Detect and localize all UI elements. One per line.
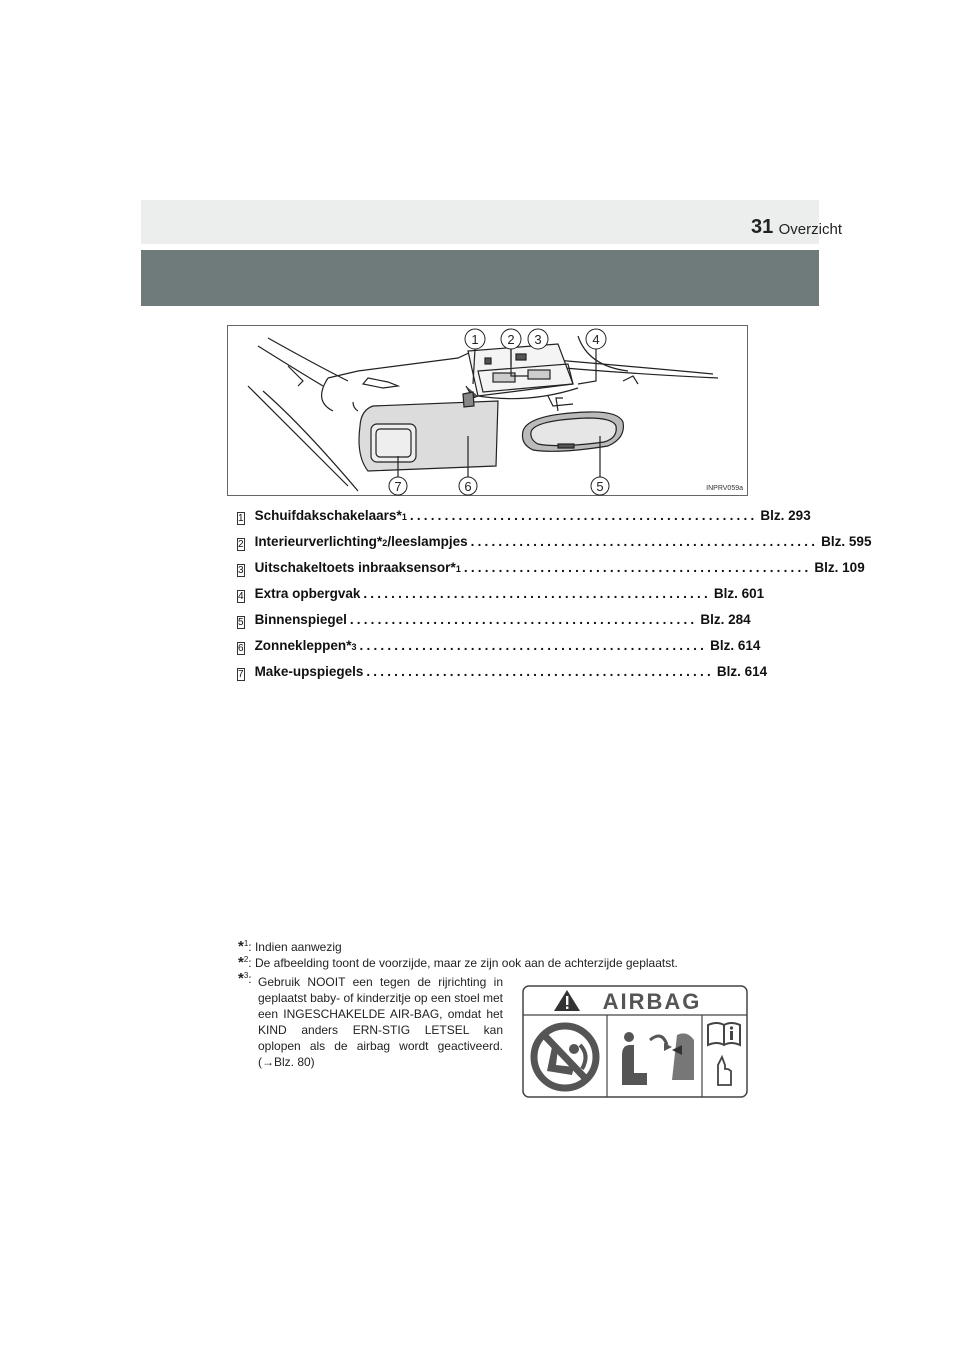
- list-item: [237, 664, 768, 684]
- footnote-2: *$^2$: De afbeelding toont de voorzijde, maar ze zijn ook aan de achterzijde geplaatst.: [238, 954, 678, 971]
- item-number: 4: [238, 591, 244, 602]
- airbag-label-graphic: [522, 985, 748, 1098]
- no-child-seat-icon: [534, 1026, 596, 1088]
- interior-drawing: [228, 326, 747, 495]
- list-item: [237, 533, 872, 554]
- callout-1-label: 1: [471, 332, 479, 347]
- callout-7-label: 7: [394, 479, 402, 494]
- leader-dots: ..................................................: [463, 560, 812, 575]
- item-number: 7: [238, 669, 244, 680]
- airbag-title: AIRBAG: [602, 989, 702, 1014]
- overhead-console-illustration: [227, 325, 748, 496]
- footnote-3-text: Gebruik NOOIT een tegen de rijrichting in geplaatst baby- of kinderzitje op een stoel met een INGESCHAKELDE AIR-BAG, omdat het KIND anders ERN-STIG LETSEL kan oplopen als de airbag wordt geactiveerd. (→Blz. 80): [258, 975, 503, 1069]
- leader-dots: ..................................................: [359, 638, 708, 653]
- item-label-suffix: /leeslampjes: [387, 534, 468, 549]
- leader-dots: ..................................................: [363, 586, 711, 601]
- page-ref-link[interactable]: Blz. 614: [710, 638, 761, 653]
- footnote-ref: *3: [346, 637, 357, 653]
- footnote-3-mark: *$^3$:: [238, 970, 252, 987]
- page-ref-link[interactable]: Blz. 109: [814, 560, 865, 575]
- page-ref-link[interactable]: Blz. 595: [821, 534, 872, 549]
- page-ref-link[interactable]: Blz. 601: [713, 586, 765, 601]
- callout-2-label: 2: [507, 332, 515, 347]
- item-label: Make-upspiegels: [254, 664, 364, 679]
- leader-dots: ..................................................: [366, 664, 714, 679]
- airbag-warning-label: [522, 985, 748, 1098]
- list-item: [237, 507, 811, 528]
- list-item: [237, 559, 865, 580]
- item-label: Interieurverlichting: [254, 534, 377, 549]
- footnote-1: *$^1$: Indien aanwezig: [238, 938, 342, 955]
- header-band: [141, 250, 819, 306]
- item-label: Schuifdakschakelaars: [254, 508, 397, 523]
- item-label: Binnenspiegel: [254, 612, 347, 627]
- item-label: Zonnekleppen: [254, 638, 347, 653]
- page-ref-link[interactable]: Blz. 293: [760, 508, 811, 523]
- page-number: 31: [751, 216, 774, 238]
- figure-code: INPRV059a: [706, 485, 743, 492]
- callout-4-label: 4: [592, 332, 600, 347]
- item-number: 3: [238, 565, 244, 576]
- footnote-ref: *2: [376, 533, 388, 549]
- item-number: 5: [238, 617, 244, 628]
- leader-dots: ..................................................: [470, 534, 819, 549]
- item-number: 1: [238, 513, 244, 524]
- list-item: [237, 612, 751, 632]
- callout-5-label: 5: [596, 479, 604, 494]
- section-title: Overzicht: [778, 221, 842, 238]
- leader-dots: ..................................................: [409, 508, 758, 523]
- leader-dots: ..................................................: [349, 612, 698, 627]
- list-item: [237, 637, 761, 658]
- page-ref-link[interactable]: Blz. 284: [700, 612, 751, 627]
- header-top-band: [141, 200, 819, 244]
- callout-6-label: 6: [464, 479, 472, 494]
- item-number: 2: [238, 539, 244, 550]
- footnote-ref: *1: [396, 507, 407, 523]
- item-label: Uitschakeltoets inbraaksensor: [254, 560, 451, 575]
- footnote-ref: *1: [450, 559, 461, 575]
- callout-3-label: 3: [534, 332, 542, 347]
- item-label: Extra opbergvak: [254, 586, 361, 601]
- list-item: [237, 586, 765, 606]
- item-number: 6: [238, 643, 244, 654]
- page-ref-link[interactable]: Blz. 614: [716, 664, 768, 679]
